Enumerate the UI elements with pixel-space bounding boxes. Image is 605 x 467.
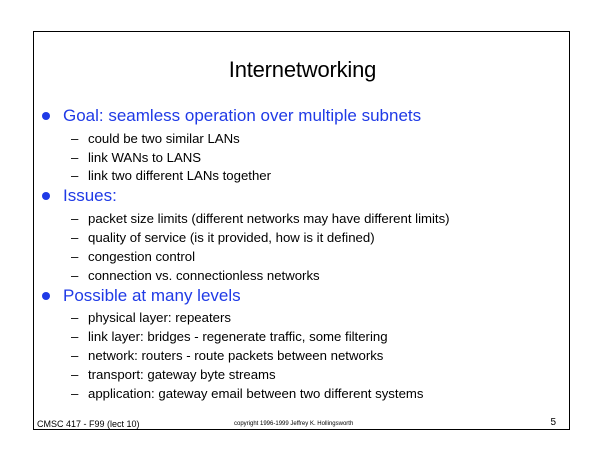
dash-icon: – (71, 310, 79, 326)
section-levels (42, 285, 562, 403)
sub-item (71, 148, 562, 167)
section-goal (42, 105, 562, 185)
sub-list-levels (71, 309, 562, 403)
dash-icon: – (71, 348, 79, 364)
sub-item-text: packet size limits (different networks may have different limits) (88, 211, 450, 227)
bullet-heading: Possible at many levels (63, 285, 241, 305)
sub-item-text: link layer: bridges - regenerate traffic, some filtering (88, 329, 388, 345)
sub-item-text: congestion control (88, 248, 196, 264)
sub-item-text: could be two similar LANs (88, 130, 240, 146)
dash-icon: – (71, 168, 79, 184)
sub-item-text: network: routers - route packets between networks (88, 348, 384, 364)
sub-item (71, 129, 562, 148)
sub-item (71, 209, 562, 228)
sub-list-goal (71, 129, 562, 185)
sub-item (71, 266, 562, 285)
sub-item-text: quality of service (is it provided, how is it defined) (88, 230, 375, 246)
dash-icon: – (71, 149, 79, 165)
bullet-heading: Goal: seamless operation over multiple subnets (63, 106, 422, 125)
dash-icon: – (71, 267, 79, 283)
sub-item (71, 309, 562, 328)
dash-icon: – (71, 329, 79, 345)
footer-course: CMSC 417 - F99 (lect 10) (37, 419, 140, 429)
sub-item (71, 365, 562, 384)
sub-item (71, 167, 562, 186)
bullet-dot-icon (42, 192, 50, 200)
dash-icon: – (71, 366, 79, 382)
footer-copyright: copyright 1996-1999 Jeffrey K. Hollingsworth (234, 421, 354, 427)
slide-title: Internetworking (228, 57, 377, 82)
page-number: 5 (550, 417, 556, 428)
sub-item-text: connection vs. connectionless networks (88, 267, 320, 283)
dash-icon: – (71, 248, 79, 264)
dash-icon: – (71, 230, 79, 246)
sub-item-text: link WANs to LANS (88, 149, 202, 165)
bullet-heading: Issues: (63, 186, 117, 206)
sub-item (71, 247, 562, 266)
sub-item (71, 346, 562, 365)
sub-item-text: physical layer: repeaters (88, 310, 231, 326)
bullet-issues (42, 185, 562, 207)
bullet-goal (42, 105, 562, 127)
section-issues (42, 185, 562, 284)
sub-item-text: application: gateway email between two different systems (88, 385, 424, 401)
dash-icon: – (71, 130, 79, 146)
sub-item (71, 327, 562, 346)
sub-item (71, 228, 562, 247)
dash-icon: – (71, 211, 79, 227)
bullet-dot-icon (42, 112, 50, 120)
sub-item-text: transport: gateway byte streams (88, 366, 276, 382)
sub-item (71, 384, 562, 403)
slide-content (42, 105, 562, 403)
bullet-levels (42, 285, 562, 307)
sub-list-issues (71, 209, 562, 284)
bullet-dot-icon (42, 292, 50, 300)
sub-item-text: link two different LANs together (88, 168, 272, 184)
dash-icon: – (71, 385, 79, 401)
